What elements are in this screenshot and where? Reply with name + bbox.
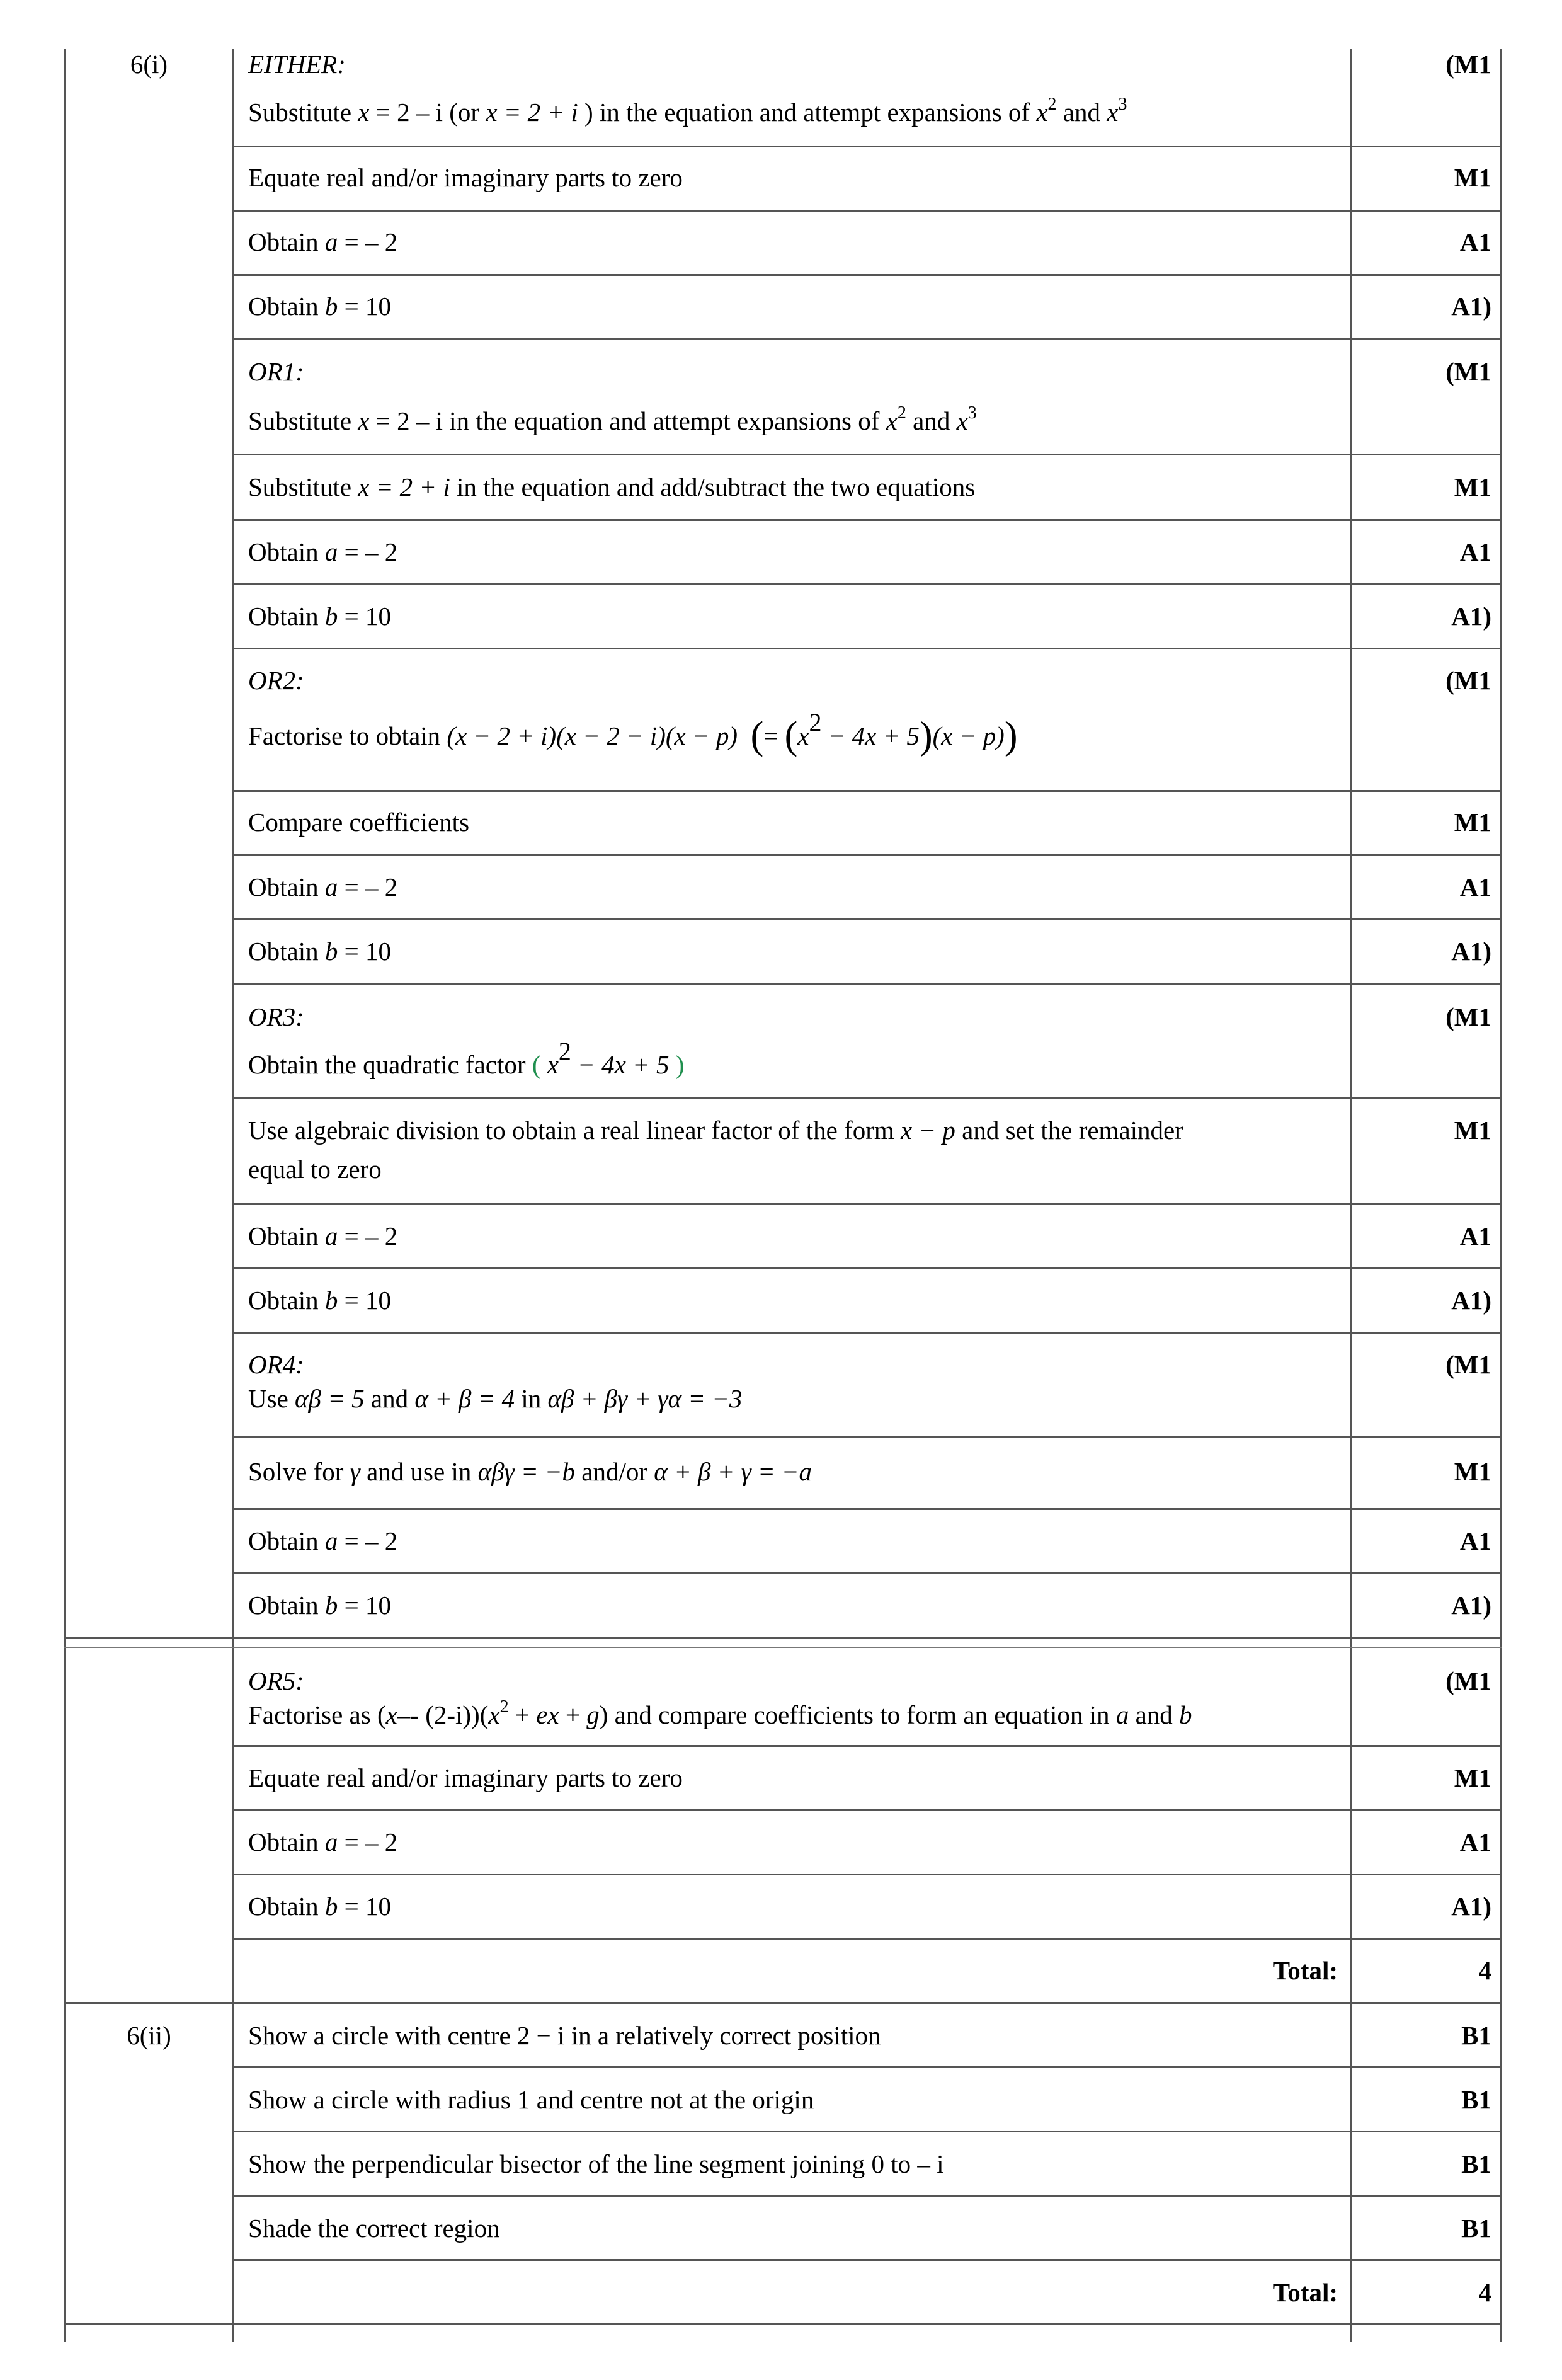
total-value: 4 — [1478, 1956, 1491, 1985]
mark: (M1 — [1445, 50, 1491, 79]
mark: A1 — [1459, 1526, 1491, 1555]
obtain-b-row: Obtain b = 10 — [248, 292, 391, 321]
section-rule — [64, 2002, 1502, 2004]
mark: M1 — [1454, 1457, 1491, 1486]
ii-circle-centre: Show a circle with centre 2 − i in a relatively correct position — [248, 2021, 881, 2050]
row-rule — [232, 1097, 1502, 1099]
either-title: EITHER: — [248, 50, 346, 79]
mark: (M1 — [1445, 1002, 1491, 1031]
or2-title: OR2: — [248, 666, 304, 695]
section-rule — [64, 2323, 1502, 2325]
mark: M1 — [1454, 1763, 1491, 1792]
row-rule — [232, 146, 1502, 147]
row-rule — [232, 1938, 1502, 1940]
mark: M1 — [1454, 163, 1491, 192]
equate-row: Equate real and/or imaginary parts to zero — [248, 163, 683, 192]
row-rule — [232, 648, 1502, 649]
obtain-a-row: Obtain a = – 2 — [248, 1221, 398, 1250]
col-divider-2 — [1350, 49, 1352, 2342]
obtain-a-row: Obtain a = – 2 — [248, 872, 398, 901]
question-number: 6(i) — [130, 50, 168, 79]
row-rule — [232, 2066, 1502, 2068]
row-rule — [232, 2195, 1502, 2197]
obtain-b-row: Obtain b = 10 — [248, 1892, 391, 1921]
page-break-rule — [64, 1637, 1502, 1639]
mark: A1) — [1451, 1591, 1491, 1620]
ii-radius: Show a circle with radius 1 and centre not at the origin — [248, 2085, 814, 2114]
or3-quadratic: Obtain the quadratic factor ( x2 − 4x + 5 ) — [248, 1037, 685, 1079]
or1-title: OR1: — [248, 357, 304, 386]
total-value: 4 — [1478, 2278, 1491, 2307]
mark: B1 — [1461, 2021, 1491, 2050]
row-rule — [232, 210, 1502, 212]
row-rule — [232, 983, 1502, 985]
or1-substitute: Substitute x = 2 – i in the equation and attempt expansions of $x^2$ and $x^3$ — [248, 403, 977, 435]
or1-substitute-2: Substitute x = 2 + i in the equation and add/subtract the two equations — [248, 472, 976, 501]
obtain-b-row: Obtain b = 10 — [248, 937, 391, 966]
obtain-b-row: Obtain b = 10 — [248, 1591, 391, 1620]
mark: A1 — [1459, 537, 1491, 566]
equate-row: Equate real and/or imaginary parts to zero — [248, 1763, 683, 1792]
mark: M1 — [1454, 808, 1491, 837]
mark: B1 — [1461, 2085, 1491, 2114]
row-rule — [232, 2131, 1502, 2132]
mark: B1 — [1461, 2149, 1491, 2178]
mark: A1 — [1459, 1828, 1491, 1857]
row-rule — [232, 1572, 1502, 1574]
mark: (M1 — [1445, 1350, 1491, 1379]
obtain-a-row: Obtain a = – 2 — [248, 537, 398, 566]
page-break-rule — [64, 1647, 1502, 1648]
obtain-b-row: Obtain b = 10 — [248, 1286, 391, 1315]
or5-factorise: Factorise as (x–- $(2-i))(x^2$ + ex + g) and compare coefficients to form an equation in a and b — [248, 1697, 1192, 1729]
col-divider-1 — [232, 49, 234, 2342]
mark: M1 — [1454, 1116, 1491, 1145]
row-rule — [232, 1809, 1502, 1811]
row-rule — [232, 1874, 1502, 1875]
row-rule — [232, 1203, 1502, 1205]
row-rule — [232, 1267, 1502, 1269]
or3-division: Use algebraic division to obtain a real linear factor of the form x − p and set the remainder equal to zero — [248, 1116, 1183, 1184]
row-rule — [232, 274, 1502, 276]
row-rule — [232, 1332, 1502, 1334]
row-rule — [232, 918, 1502, 920]
ii-bisector: Show the perpendicular bisector of the line segment joining 0 to – i — [248, 2149, 944, 2178]
question-number: 6(ii) — [127, 2021, 171, 2050]
either-substitute: Substitute x = 2 – i (or x = 2 + i ) in the equation and attempt expansions of $x^2$ and $x^3$ — [248, 94, 1127, 127]
obtain-a-row: Obtain a = – 2 — [248, 1828, 398, 1857]
row-rule — [232, 790, 1502, 792]
row-rule — [232, 1745, 1502, 1747]
row-rule — [232, 583, 1502, 585]
row-rule — [232, 1436, 1502, 1438]
row-rule — [232, 2259, 1502, 2261]
mark: A1) — [1451, 1892, 1491, 1921]
mark: A1) — [1451, 937, 1491, 966]
obtain-a-row: Obtain a = – 2 — [248, 227, 398, 256]
row-rule — [232, 854, 1502, 856]
mark: A1) — [1451, 292, 1491, 321]
or5-title: OR5: — [248, 1666, 304, 1695]
or4-solve: Solve for γ and use in αβγ = −b and/or α + β + γ = −a — [248, 1457, 812, 1486]
or4-use: Use αβ = 5 and α + β = 4 in αβ + βγ + γα = −3 — [248, 1384, 743, 1413]
right-border — [1500, 49, 1502, 2342]
mark: A1) — [1451, 602, 1491, 631]
or4-title: OR4: — [248, 1350, 304, 1379]
mark: A1) — [1451, 1286, 1491, 1315]
total-label: Total: — [1272, 1956, 1338, 1985]
mark: A1 — [1459, 1221, 1491, 1250]
mark: (M1 — [1445, 357, 1491, 386]
mark: (M1 — [1445, 666, 1491, 695]
obtain-a-row: Obtain a = – 2 — [248, 1526, 398, 1555]
mark: A1 — [1459, 872, 1491, 901]
ii-shade: Shade the correct region — [248, 2214, 500, 2243]
row-rule — [232, 1508, 1502, 1510]
total-label: Total: — [1272, 2278, 1338, 2307]
row-rule — [232, 454, 1502, 455]
row-rule — [232, 519, 1502, 521]
mark: M1 — [1454, 472, 1491, 501]
row-rule — [232, 338, 1502, 340]
left-border — [64, 49, 66, 2342]
mark: A1 — [1459, 227, 1491, 256]
or3-title: OR3: — [248, 1002, 304, 1031]
mark: B1 — [1461, 2214, 1491, 2243]
mark: (M1 — [1445, 1666, 1491, 1695]
obtain-b-row: Obtain b = 10 — [248, 602, 391, 631]
compare-row: Compare coefficients — [248, 808, 470, 837]
or2-factorise: Factorise to obtain (x − 2 + i)(x − 2 − i)(x − p) (= (x2 − 4x + 5)(x − p)) — [248, 708, 1018, 757]
